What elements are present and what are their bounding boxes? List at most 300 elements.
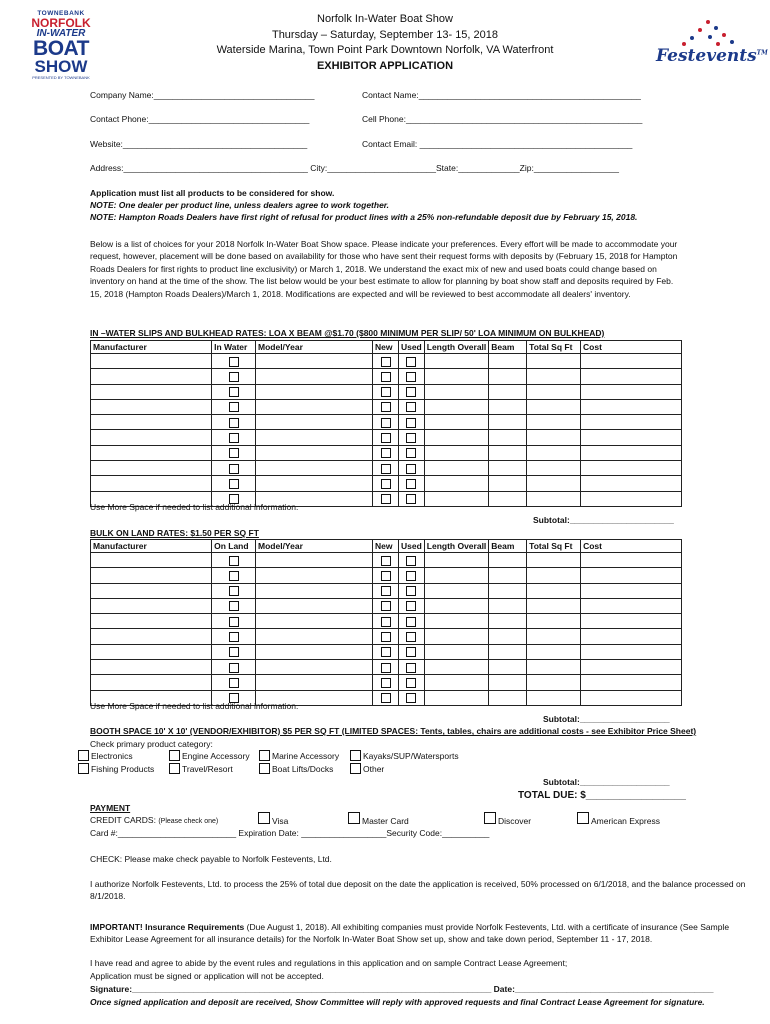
inwater-cell[interactable]: [489, 369, 527, 384]
inwater-cell[interactable]: [527, 384, 581, 399]
card-details-line[interactable]: Card #:_________________________ Expiration Date: __________________Security Code:__________: [90, 828, 490, 838]
onland-checkbox[interactable]: [229, 678, 239, 688]
onland-cell[interactable]: [91, 583, 212, 598]
onland-checkbox[interactable]: [229, 663, 239, 673]
onland-cell[interactable]: [424, 690, 489, 705]
onland-cell[interactable]: [91, 675, 212, 690]
company-name-field[interactable]: Company Name:__________________________________: [90, 90, 315, 100]
inwater-cell[interactable]: [91, 476, 212, 491]
inwater-cell[interactable]: [212, 476, 256, 491]
instructions-paragraph: Below is a list of choices for your 2018 Norfolk In-Water Boat Show space. Please indicate your preferences. Every effort will be made to accommodate your request, however, placement will be done based on availability for those who have sent their request forms with deposits by (February 15, 2018 for Hampton Roads Dealers for first rights to product line exclusivity) or March 1, 2018. We understand the exact mix of new and used boats could change based on inventory on hand at the time of the show. The list below would be your best estimate to allow for planning by boat show staff and deposits required by Feb. 15, 2018 (Hampton Roads Dealers)/March 1, 2018. Modifications are expected and will be reviewed to best accommodate all dealers' inventory.: [90, 239, 678, 299]
onland-cell[interactable]: [489, 553, 527, 568]
onland-checkbox[interactable]: [381, 632, 391, 642]
inwater-checkbox[interactable]: [229, 479, 239, 489]
inwater-cell[interactable]: [398, 491, 424, 506]
onland-cell[interactable]: [256, 583, 373, 598]
inwater-cell[interactable]: [91, 369, 212, 384]
onland-cell[interactable]: [256, 568, 373, 583]
onland-row: [91, 568, 682, 583]
onland-cell[interactable]: [373, 598, 399, 613]
inwater-row: [91, 369, 682, 384]
onland-cell[interactable]: [489, 568, 527, 583]
inwater-row: [91, 445, 682, 460]
inwater-cell[interactable]: [398, 384, 424, 399]
onland-checkbox[interactable]: [381, 617, 391, 627]
inwater-checkbox[interactable]: [381, 479, 391, 489]
onland-checkbox[interactable]: [406, 586, 416, 596]
logo-boat: BOAT: [33, 37, 89, 60]
onland-checkbox[interactable]: [229, 586, 239, 596]
inwater-cell[interactable]: [373, 399, 399, 414]
onland-cell[interactable]: [489, 614, 527, 629]
inwater-row: [91, 415, 682, 430]
onland-row: [91, 598, 682, 613]
inwater-checkbox[interactable]: [229, 372, 239, 382]
inwater-cell[interactable]: [373, 354, 399, 369]
onland-checkbox[interactable]: [406, 556, 416, 566]
onland-cell[interactable]: [398, 644, 424, 659]
onland-cell[interactable]: [424, 660, 489, 675]
onland-cell[interactable]: [373, 583, 399, 598]
option-boat-lifts[interactable]: [259, 763, 333, 774]
other-checkbox[interactable]: [350, 763, 361, 774]
authorize-paragraph: I authorize Norfolk Festevents, Ltd. to process the 25% of total due deposit on the date the application is received, 50% processed on 6/1/2018, and the balance processed on 8/1/2018.: [90, 879, 746, 902]
event-title: Norfolk In-Water Boat Show: [317, 13, 453, 25]
inwater-cell[interactable]: [527, 491, 581, 506]
inwater-checkbox[interactable]: [229, 402, 239, 412]
inwater-cell[interactable]: [398, 445, 424, 460]
onland-cell[interactable]: [373, 690, 399, 705]
onland-cell[interactable]: [212, 568, 256, 583]
onland-cell[interactable]: [91, 568, 212, 583]
inwater-checkbox[interactable]: [406, 479, 416, 489]
onland-cell[interactable]: [489, 583, 527, 598]
onland-checkbox[interactable]: [229, 617, 239, 627]
inwater-cell[interactable]: [489, 354, 527, 369]
inwater-cell[interactable]: [256, 415, 373, 430]
onland-cell[interactable]: [256, 644, 373, 659]
inwater-checkbox[interactable]: [406, 448, 416, 458]
onland-cell[interactable]: [91, 629, 212, 644]
inwater-cell[interactable]: [581, 369, 682, 384]
inwater-checkbox[interactable]: [229, 433, 239, 443]
col-total-sq-ft: Total Sq Ft: [527, 341, 581, 354]
onland-checkbox[interactable]: [406, 678, 416, 688]
credit-cards-label: [90, 815, 218, 825]
inwater-checkbox[interactable]: [381, 387, 391, 397]
option-visa[interactable]: [258, 810, 288, 826]
discover-checkbox[interactable]: [484, 812, 496, 824]
col-manufacturer: Manufacturer: [91, 341, 212, 354]
inwater-cell[interactable]: [212, 369, 256, 384]
inwater-cell[interactable]: [91, 415, 212, 430]
onland-cell[interactable]: [581, 675, 682, 690]
onland-checkbox[interactable]: [381, 586, 391, 596]
onland-cell[interactable]: [424, 598, 489, 613]
onland-checkbox[interactable]: [381, 571, 391, 581]
inwater-cell[interactable]: [256, 461, 373, 476]
inwater-cell[interactable]: [581, 491, 682, 506]
inwater-checkbox[interactable]: [381, 494, 391, 504]
onland-cell[interactable]: [256, 660, 373, 675]
master-card-checkbox[interactable]: [348, 812, 360, 824]
address-field[interactable]: Address:_______________________________________ City:_______________________State:_____________Zip:__________________: [90, 163, 619, 173]
inwater-cell[interactable]: [373, 476, 399, 491]
inwater-cell[interactable]: [527, 461, 581, 476]
inwater-cell[interactable]: [373, 384, 399, 399]
inwater-cell[interactable]: [527, 476, 581, 491]
onland-checkbox[interactable]: [381, 601, 391, 611]
inwater-cell[interactable]: [489, 461, 527, 476]
inwater-cell[interactable]: [398, 399, 424, 414]
inwater-cell[interactable]: [424, 445, 489, 460]
insurance-label: IMPORTANT! Insurance Requirements: [90, 922, 245, 932]
onland-cell[interactable]: [256, 629, 373, 644]
onland-row: [91, 644, 682, 659]
onland-cell[interactable]: [398, 660, 424, 675]
inwater-cell[interactable]: [373, 369, 399, 384]
onland-cell[interactable]: [398, 568, 424, 583]
inwater-checkbox[interactable]: [406, 494, 416, 504]
event-dates: Thursday – Saturday, September 13- 15, 2018: [271, 28, 499, 41]
onland-cell[interactable]: [212, 614, 256, 629]
onland-cell[interactable]: [581, 690, 682, 705]
onland-cell[interactable]: [581, 553, 682, 568]
visa-checkbox[interactable]: [258, 812, 270, 824]
onland-cell[interactable]: [424, 675, 489, 690]
inwater-cell[interactable]: [91, 384, 212, 399]
onland-cell[interactable]: [91, 598, 212, 613]
booth-subtotal[interactable]: Subtotal:___________________: [543, 777, 670, 787]
onland-cell[interactable]: [527, 690, 581, 705]
onland-cell[interactable]: [373, 614, 399, 629]
onland-cell[interactable]: [424, 553, 489, 568]
option-travel-resort[interactable]: [169, 763, 233, 774]
inwater-cell[interactable]: [527, 445, 581, 460]
inwater-cell[interactable]: [424, 415, 489, 430]
onland-cell[interactable]: [527, 644, 581, 659]
inwater-cell[interactable]: [581, 476, 682, 491]
onland-cell[interactable]: [212, 598, 256, 613]
onland-cell[interactable]: [424, 629, 489, 644]
electronics-checkbox[interactable]: [78, 750, 89, 761]
festevents-name: Festevents: [656, 46, 757, 66]
inwater-cell[interactable]: [398, 354, 424, 369]
inwater-cell[interactable]: [527, 415, 581, 430]
onland-cell[interactable]: [91, 660, 212, 675]
must-list-note: Application must list all products to be considered for show.: [90, 188, 335, 198]
boat-lifts-checkbox[interactable]: [259, 763, 270, 774]
inwater-checkbox[interactable]: [406, 418, 416, 428]
inwater-section-title: IN –WATER SLIPS AND BULKHEAD RATES: LOA X BEAM @$1.70 ($800 MINIMUM PER SLIP/ 50' LOA MINIMUM ON BULKHEAD): [90, 328, 605, 338]
onland-cell[interactable]: [581, 629, 682, 644]
inwater-cell[interactable]: [489, 384, 527, 399]
inwater-cell[interactable]: [424, 461, 489, 476]
onland-cell[interactable]: [489, 660, 527, 675]
onland-cell[interactable]: [527, 629, 581, 644]
onland-cell[interactable]: [212, 675, 256, 690]
inwater-cell[interactable]: [91, 354, 212, 369]
onland-cell[interactable]: [373, 675, 399, 690]
inwater-cell[interactable]: [398, 430, 424, 445]
onland-checkbox[interactable]: [381, 663, 391, 673]
inwater-cell[interactable]: [581, 415, 682, 430]
onland-checkbox[interactable]: [229, 571, 239, 581]
inwater-checkbox[interactable]: [381, 372, 391, 382]
option-other[interactable]: [350, 763, 384, 774]
inwater-cell[interactable]: [527, 399, 581, 414]
inwater-cell[interactable]: [373, 445, 399, 460]
inwater-cell[interactable]: [91, 430, 212, 445]
onland-cell[interactable]: [527, 675, 581, 690]
onland-cell[interactable]: [398, 675, 424, 690]
option-fishing-products[interactable]: [78, 763, 154, 774]
onland-cell[interactable]: [398, 553, 424, 568]
onland-cell[interactable]: [91, 553, 212, 568]
engine-accessory-checkbox[interactable]: [169, 750, 180, 761]
option-master-card[interactable]: [348, 810, 409, 826]
inwater-cell[interactable]: [212, 415, 256, 430]
onland-cell[interactable]: [489, 598, 527, 613]
option-kayaks[interactable]: [350, 750, 459, 761]
option-marine-accessory[interactable]: [259, 750, 339, 761]
onland-cell[interactable]: [581, 598, 682, 613]
col-new: New: [373, 540, 399, 553]
travel-resort-checkbox[interactable]: [169, 763, 180, 774]
inwater-cell[interactable]: [256, 384, 373, 399]
kayaks-checkbox[interactable]: [350, 750, 361, 761]
onland-cell[interactable]: [424, 568, 489, 583]
inwater-cell[interactable]: [91, 445, 212, 460]
onland-checkbox[interactable]: [381, 647, 391, 657]
onland-checkbox[interactable]: [381, 678, 391, 688]
onland-cell[interactable]: [581, 583, 682, 598]
onland-checkbox[interactable]: [229, 601, 239, 611]
contact-phone-field[interactable]: Contact Phone:__________________________________: [90, 114, 310, 124]
onland-cell[interactable]: [527, 660, 581, 675]
onland-cell[interactable]: [489, 629, 527, 644]
option-label: Other: [363, 763, 385, 774]
logo-sponsor: TOWNEBANK: [37, 10, 85, 17]
inwater-checkbox[interactable]: [381, 402, 391, 412]
inwater-cell[interactable]: [489, 476, 527, 491]
inwater-checkbox[interactable]: [229, 357, 239, 367]
inwater-cell[interactable]: [256, 354, 373, 369]
onland-cell[interactable]: [212, 644, 256, 659]
inwater-cell[interactable]: [256, 399, 373, 414]
inwater-checkbox[interactable]: [406, 402, 416, 412]
inwater-cell[interactable]: [212, 384, 256, 399]
onland-checkbox[interactable]: [406, 647, 416, 657]
inwater-cell[interactable]: [581, 384, 682, 399]
total-due[interactable]: TOTAL DUE: $__________________: [518, 790, 686, 801]
inwater-cell[interactable]: [581, 354, 682, 369]
inwater-checkbox[interactable]: [406, 387, 416, 397]
insurance-text: (Due August 1, 2018). All exhibiting companies must provide Norfolk Festevents, Ltd. with a certificate of insurance (See Sample Exhibitor Lease Agreement for all insurance details) for the Norfolk In-Water Boat Show set up, show and take down period, September 11 - 17, 2018.: [90, 922, 730, 945]
onland-cell[interactable]: [373, 629, 399, 644]
inwater-cell[interactable]: [527, 430, 581, 445]
onland-checkbox[interactable]: [229, 556, 239, 566]
inwater-cell[interactable]: [424, 430, 489, 445]
onland-cell[interactable]: [398, 690, 424, 705]
onland-cell[interactable]: [581, 644, 682, 659]
inwater-cell[interactable]: [398, 476, 424, 491]
onland-cell[interactable]: [581, 614, 682, 629]
onland-cell[interactable]: [527, 553, 581, 568]
onland-cell[interactable]: [424, 644, 489, 659]
col-cost: Cost: [581, 341, 682, 354]
onland-checkbox[interactable]: [406, 571, 416, 581]
inwater-cell[interactable]: [212, 399, 256, 414]
onland-cell[interactable]: [91, 614, 212, 629]
col-used: Used: [398, 341, 424, 354]
inwater-cell[interactable]: [489, 491, 527, 506]
onland-subtotal[interactable]: Subtotal:___________________: [543, 714, 670, 724]
inwater-checkbox[interactable]: [229, 448, 239, 458]
onland-checkbox[interactable]: [381, 556, 391, 566]
inwater-cell[interactable]: [581, 445, 682, 460]
onland-checkbox[interactable]: [406, 693, 416, 703]
logo-show: SHOW: [34, 57, 88, 76]
inwater-cell[interactable]: [489, 430, 527, 445]
contact-name-field[interactable]: Contact Name:_______________________________________________: [362, 90, 641, 100]
inwater-cell[interactable]: [373, 430, 399, 445]
onland-cell[interactable]: [373, 644, 399, 659]
inwater-checkbox[interactable]: [229, 464, 239, 474]
onland-cell[interactable]: [212, 583, 256, 598]
onland-checkbox[interactable]: [229, 647, 239, 657]
onland-checkbox[interactable]: [381, 693, 391, 703]
inwater-cell[interactable]: [581, 461, 682, 476]
inwater-cell[interactable]: [424, 369, 489, 384]
onland-cell[interactable]: [489, 644, 527, 659]
inwater-cell[interactable]: [212, 461, 256, 476]
note-one-dealer: NOTE: One dealer per product line, unless dealers agree to work together.: [90, 200, 389, 210]
inwater-cell[interactable]: [489, 445, 527, 460]
inwater-checkbox[interactable]: [406, 433, 416, 443]
inwater-checkbox[interactable]: [229, 418, 239, 428]
inwater-cell[interactable]: [373, 415, 399, 430]
fishing-products-checkbox[interactable]: [78, 763, 89, 774]
inwater-cell[interactable]: [398, 415, 424, 430]
inwater-cell[interactable]: [256, 445, 373, 460]
option-american-express[interactable]: [577, 810, 660, 826]
onland-cell[interactable]: [424, 583, 489, 598]
inwater-cell[interactable]: [91, 399, 212, 414]
onland-checkbox[interactable]: [229, 632, 239, 642]
onland-cell[interactable]: [373, 660, 399, 675]
onland-cell[interactable]: [581, 568, 682, 583]
inwater-checkbox[interactable]: [406, 372, 416, 382]
onland-cell[interactable]: [256, 675, 373, 690]
option-electronics[interactable]: [78, 750, 133, 761]
onland-checkbox[interactable]: [406, 601, 416, 611]
contact-email-field[interactable]: Contact Email: _____________________________________________: [362, 139, 633, 149]
onland-cell[interactable]: [91, 644, 212, 659]
onland-cell[interactable]: [256, 614, 373, 629]
onland-cell[interactable]: [212, 660, 256, 675]
cell-phone-field[interactable]: Cell Phone:__________________________________________________: [362, 114, 643, 124]
inwater-cell[interactable]: [398, 461, 424, 476]
inwater-checkbox[interactable]: [381, 448, 391, 458]
onland-cell[interactable]: [527, 598, 581, 613]
onland-cell[interactable]: [527, 568, 581, 583]
inwater-checkbox[interactable]: [381, 418, 391, 428]
col-on-land: On Land: [212, 540, 256, 553]
onland-cell[interactable]: [424, 614, 489, 629]
inwater-row: [91, 399, 682, 414]
inwater-row: [91, 354, 682, 369]
inwater-cell[interactable]: [91, 461, 212, 476]
inwater-checkbox[interactable]: [381, 357, 391, 367]
marine-accessory-checkbox[interactable]: [259, 750, 270, 761]
website-field[interactable]: Website:_______________________________________: [90, 139, 308, 149]
inwater-cell[interactable]: [398, 369, 424, 384]
inwater-checkbox[interactable]: [406, 464, 416, 474]
signature-date-line[interactable]: Signature:____________________________________________________________________________ Date:__________________________________________: [90, 984, 714, 994]
option-engine-accessory[interactable]: [169, 750, 250, 761]
inwater-cell[interactable]: [424, 491, 489, 506]
inwater-cell[interactable]: [373, 491, 399, 506]
inwater-cell[interactable]: [581, 430, 682, 445]
onland-cell[interactable]: [256, 553, 373, 568]
inwater-cell[interactable]: [212, 430, 256, 445]
inwater-cell[interactable]: [424, 399, 489, 414]
inwater-cell[interactable]: [424, 384, 489, 399]
option-label: Engine Accessory: [182, 750, 250, 761]
inwater-checkbox[interactable]: [381, 464, 391, 474]
inwater-cell[interactable]: [489, 415, 527, 430]
onland-cell[interactable]: [398, 629, 424, 644]
onland-cell[interactable]: [398, 598, 424, 613]
option-discover[interactable]: [484, 810, 531, 826]
inwater-cell[interactable]: [527, 369, 581, 384]
inwater-checkbox[interactable]: [229, 387, 239, 397]
onland-checkbox[interactable]: [406, 663, 416, 673]
inwater-cell[interactable]: [256, 476, 373, 491]
onland-cell[interactable]: [373, 568, 399, 583]
inwater-cell[interactable]: [256, 430, 373, 445]
inwater-checkbox[interactable]: [406, 357, 416, 367]
inwater-cell[interactable]: [527, 354, 581, 369]
amex-checkbox[interactable]: [577, 812, 589, 824]
inwater-subtotal[interactable]: Subtotal:______________________: [533, 515, 674, 525]
onland-cell[interactable]: [256, 598, 373, 613]
onland-cell[interactable]: [212, 629, 256, 644]
inwater-cell[interactable]: [256, 369, 373, 384]
onland-cell[interactable]: [489, 675, 527, 690]
onland-cell[interactable]: [398, 614, 424, 629]
inwater-cell[interactable]: [581, 399, 682, 414]
onland-cell[interactable]: [489, 690, 527, 705]
onland-cell[interactable]: [527, 614, 581, 629]
onland-cell[interactable]: [373, 553, 399, 568]
onland-checkbox[interactable]: [406, 632, 416, 642]
inwater-cell[interactable]: [212, 445, 256, 460]
onland-checkbox[interactable]: [406, 617, 416, 627]
inwater-cell[interactable]: [424, 476, 489, 491]
inwater-checkbox[interactable]: [381, 433, 391, 443]
inwater-cell[interactable]: [489, 399, 527, 414]
note-hampton-roads: NOTE: Hampton Roads Dealers have first right of refusal for product lines with a 25% non-refundable deposit due by February 15, 2018.: [90, 212, 638, 222]
onland-cell[interactable]: [581, 660, 682, 675]
onland-cell[interactable]: [212, 553, 256, 568]
inwater-cell[interactable]: [212, 354, 256, 369]
onland-cell[interactable]: [398, 583, 424, 598]
onland-cell[interactable]: [527, 583, 581, 598]
inwater-cell[interactable]: [373, 461, 399, 476]
inwater-cell[interactable]: [424, 354, 489, 369]
